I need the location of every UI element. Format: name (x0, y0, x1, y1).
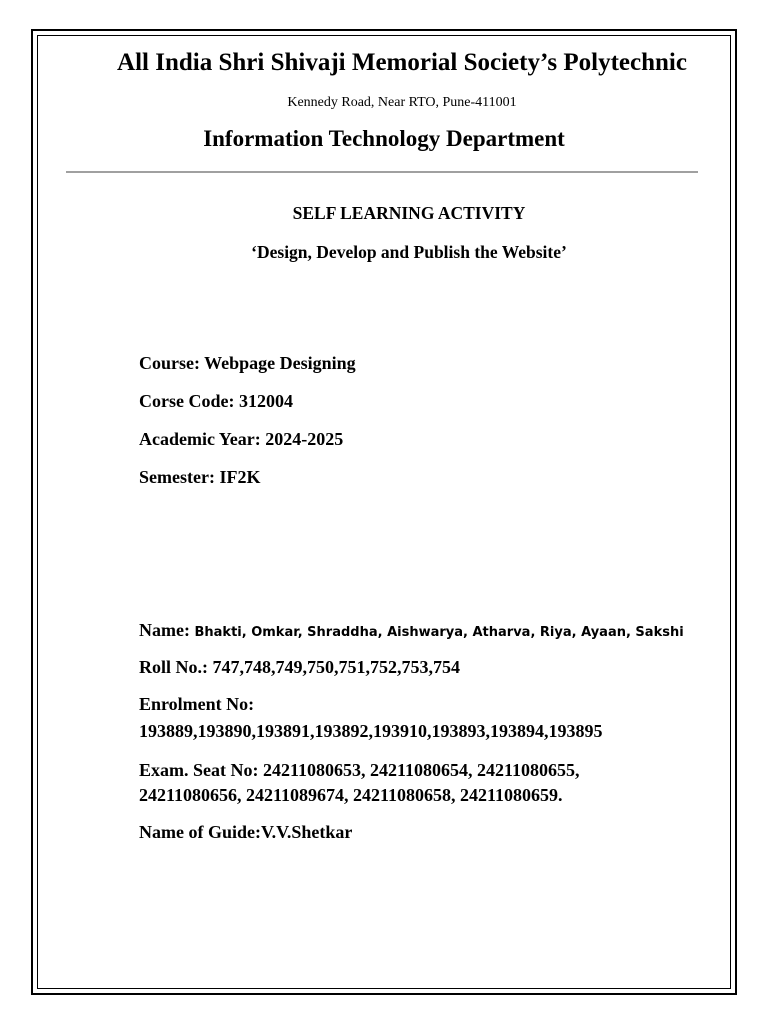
student-names (139, 620, 684, 641)
horizontal-divider (66, 171, 698, 173)
project-title: ‘Design, Develop and Publish the Website’ (251, 242, 567, 262)
page-border-inner (37, 35, 731, 989)
enrolment-label: Enrolment No: (139, 694, 255, 714)
roll-numbers: Roll No.: 747,748,749,750,751,752,753,754 (139, 657, 460, 677)
exam-seat-line-1: Exam. Seat No: 24211080653, 24211080654, 24211080655, (139, 760, 580, 780)
course-name: Course: Webpage Designing (139, 353, 356, 373)
exam-seat-line-2: 24211080656, 24211089674, 24211080658, 24211080659. (139, 785, 563, 805)
semester: Semester: IF2K (139, 467, 261, 487)
guide-name: Name of Guide:V.V.Shetkar (139, 822, 353, 842)
course-code: Corse Code: 312004 (139, 391, 293, 411)
institute-name: All India Shri Shivaji Memorial Society’s Polytechnic (117, 49, 687, 76)
institute-address: Kennedy Road, Near RTO, Pune-411001 (287, 95, 517, 110)
department-title: Information Technology Department (203, 126, 565, 151)
academic-year: Academic Year: 2024-2025 (139, 429, 344, 449)
enrolment-numbers: 193889,193890,193891,193892,193910,193893,193894,193895 (139, 721, 603, 741)
names-list: Bhakti, Omkar, Shraddha, Aishwarya, Atharva, Riya, Ayaan, Sakshi (194, 625, 684, 640)
activity-title: SELF LEARNING ACTIVITY (292, 203, 526, 223)
name-label: Name: (139, 620, 195, 640)
